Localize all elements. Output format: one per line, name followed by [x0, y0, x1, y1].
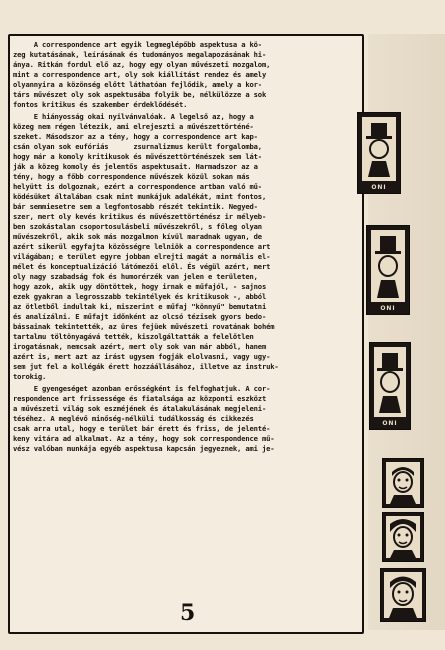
text-line: az ötletből indultak ki, miszerint e műfaj "könnyű" bemutatni	[13, 302, 267, 311]
text-line: torokig.	[13, 372, 47, 381]
face-icon	[386, 516, 420, 558]
top-hat-figure-icon	[374, 347, 406, 417]
face-image	[386, 516, 420, 558]
face-stamp-3	[380, 568, 426, 622]
text-line: sem jut fel a kollégák érett hozzáállásához, illetve az instruk-	[13, 362, 279, 371]
text-line: fontos kritikus és szakember érdeklődését.	[13, 100, 188, 109]
text-line: társ művészet oly sok aspektusába folyik be, nélkülözze a sok	[13, 90, 267, 99]
text-line: zeg kutatásának, leírásának és tudományos megalapozásának hi-	[13, 50, 267, 59]
stamp-image	[362, 117, 396, 181]
text-line: és analízálni. E műfajt időnként az olcsó tézisek gyors bedo-	[13, 312, 267, 321]
text-line: azért is, mert azt az irást ugysem fogják elolvasni, vagy ugy-	[13, 352, 271, 361]
text-line: szeket. Másodszor az a tény, hogy a correspondence art kap-	[13, 132, 258, 141]
text-line: keny vitára ad alkalmat. Az a tény, hogy sok correspondence mű-	[13, 434, 275, 443]
text-line: tény, hogy a főbb correspondence művészek közül sokan más	[13, 172, 250, 181]
text-line: hogy már a komoly kritikusok és művészettörténészek sem lát-	[13, 152, 262, 161]
text-line: a művészeti világ sok eszméjének és átalakulásának megjeleni-	[13, 404, 267, 413]
text-line: olyannyira a közönség előtt láthatóan fejlődik, amely a kor-	[13, 80, 262, 89]
text-line: bássainak tekintették, az üres fejüek művészeti rovatának bohém	[13, 322, 275, 331]
text-line: tartalmu töltönyagává tették, kiszolgáltatták a felelőtlen	[13, 332, 254, 341]
face-image	[386, 462, 420, 504]
text-line: világában; e terület egyre jobban elrejti magát a normális el-	[13, 252, 271, 261]
text-line: szer, mert oly kevés kritikus és művészettörténész ir mélyeb-	[13, 212, 267, 221]
text-line: ezek gyakran a legrosszabb tekintélyek és kritikusok -, abból	[13, 292, 267, 301]
text-line: helyütt is dolgoznak, ezért a correspondence artban való mű-	[13, 182, 262, 191]
text-line: oly nagy szabadság fok és humorérzék van jelen e területen,	[13, 272, 258, 281]
face-icon	[384, 572, 422, 618]
text-line: ánya. Ritkán fordul elő az, hogy egy olyan művészeti mozgalom,	[13, 60, 271, 69]
text-line: közeg nem régen létezik, ami elrejeszti a művészettörténé-	[13, 122, 254, 131]
stamp-thumbnail-1	[357, 112, 401, 194]
stamp-image	[371, 230, 405, 302]
stamp-caption: ONI	[371, 184, 387, 191]
top-hat-figure-icon	[362, 117, 396, 181]
text-line: bár semmiesetre sem a legfontosabb részét tekintik. Negyed-	[13, 202, 258, 211]
text-line: A correspondence art egyik legmeglépőbb aspektusa a kö-	[13, 40, 262, 49]
text-line: respondence art frissessége és fiatalsága az központi eszközt	[13, 394, 267, 403]
text-line: vész valóban munkája egyéb aspektusa kapcsán jegyeznek, ami je-	[13, 444, 275, 453]
article-text	[13, 40, 358, 454]
text-line: téséhez. A meglévő minőség-nélküli tudálkosság és cikkezés	[13, 414, 254, 423]
text-line: művészekről, akik sok más mozgalmon kívül maradnak ugyan, de	[13, 232, 262, 241]
text-line: E gyengeséget azonban erősségként is felfoghatjuk. A cor-	[13, 384, 271, 393]
text-line: mint a correspondence art, oly sok kiállítást rendez és amely	[13, 70, 267, 79]
stamp-caption: ONI	[380, 305, 396, 312]
stamp-caption: ONI	[382, 420, 398, 427]
text-line: ják a közeg komoly és jelentős aspektusait. Harmadszor az a	[13, 162, 258, 171]
text-line: csak arra utal, hogy e terület bár érett és friss, de jelenté-	[13, 424, 271, 433]
face-stamp-2	[382, 512, 424, 562]
stamp-image	[374, 347, 406, 417]
face-icon	[386, 462, 420, 504]
face-image	[384, 572, 422, 618]
text-line: azért sikerül egyfajta közösségre lelniök a correspondence art	[13, 242, 271, 251]
text-line: ködésüket általában csak mint munkájuk adalékát, mint fontos,	[13, 192, 267, 201]
page-number: 5	[180, 600, 196, 626]
stamp-thumbnail-2	[366, 225, 410, 315]
text-line: csán olyan sok eufóriás zsurnalizmus került forgalomba,	[13, 142, 262, 151]
face-stamp-1	[382, 458, 424, 508]
text-line: hogy azok, akik ugy döntöttek, hogy irnak e műfajól, - sajnos	[13, 282, 267, 291]
top-hat-figure-icon	[371, 230, 405, 302]
text-line: irogatásnak, nemcsak azért, mert oly sok van már abból, hanem	[13, 342, 267, 351]
text-line: mélet és konceptualizáció látómezői elől. És végül azért, mert	[13, 262, 271, 271]
stamp-thumbnail-3	[369, 342, 411, 430]
text-line: E hiányosság okai nyilvánvalóak. A legelső az, hogy a	[13, 112, 254, 121]
text-line: ben szokástalan csoportosulásbeli művészekről, s főleg olyan	[13, 222, 262, 231]
